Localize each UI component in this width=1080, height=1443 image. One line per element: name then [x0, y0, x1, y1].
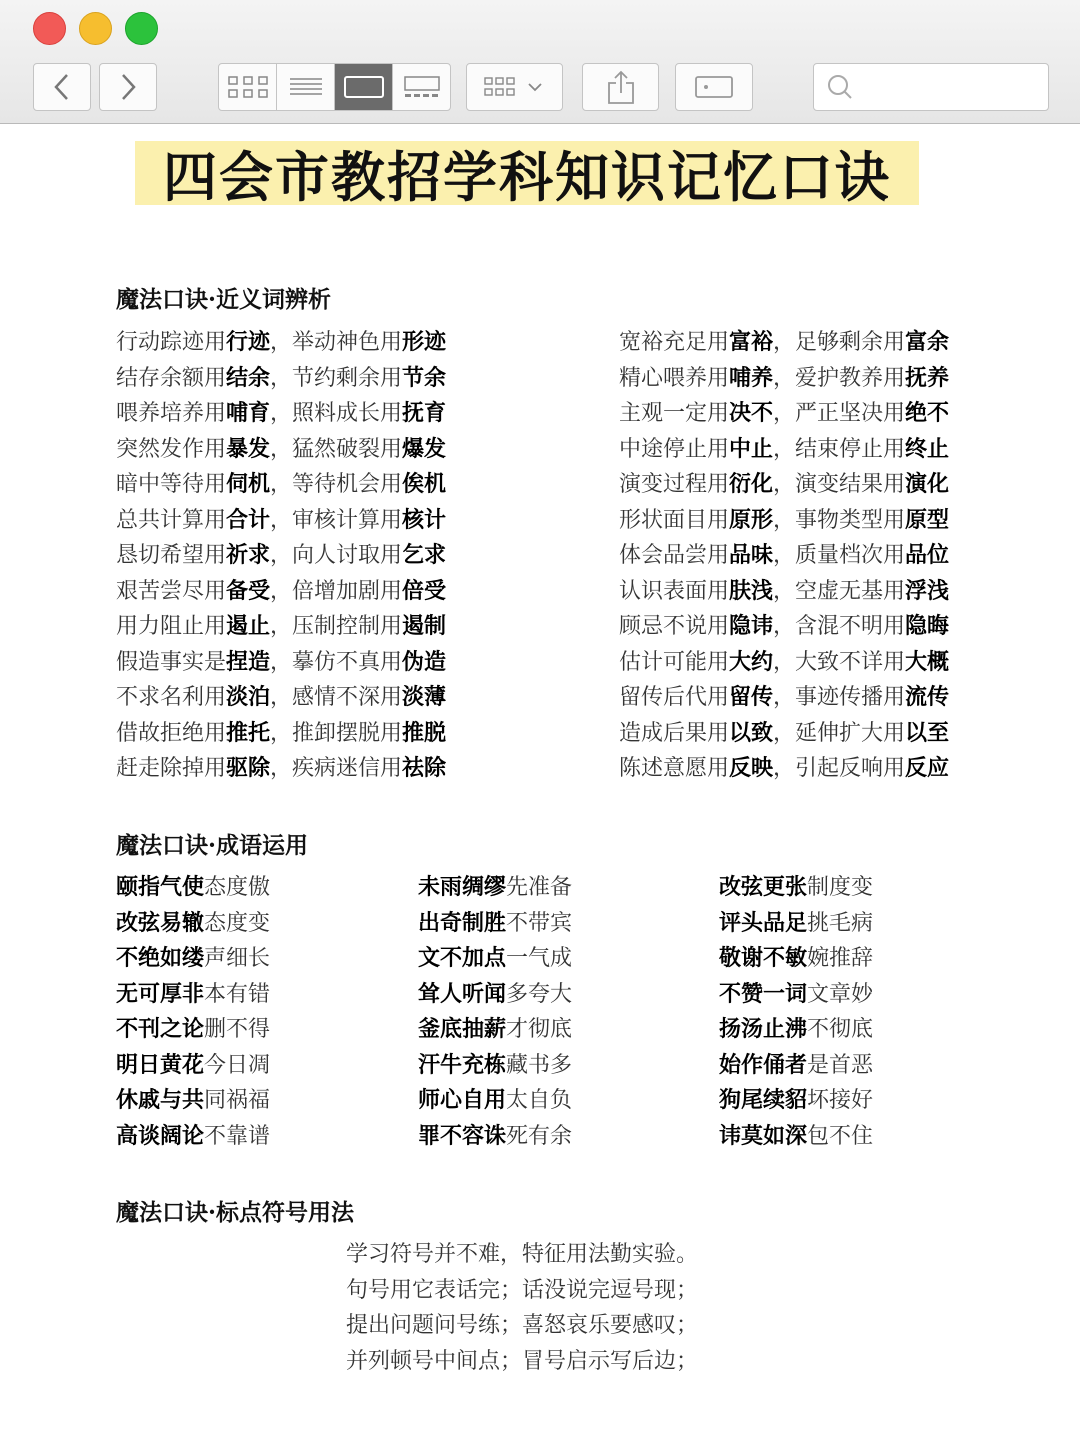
hint-text: 结存余额用	[116, 365, 227, 391]
synonym-row	[619, 434, 949, 465]
key-word: 绝不	[905, 400, 950, 426]
idiom: 改弦更张	[719, 874, 808, 900]
key-word: 遏制	[402, 613, 447, 639]
synonym-row	[116, 469, 446, 500]
idiom-row	[719, 943, 873, 974]
idiom-meaning: 文章妙	[807, 981, 874, 1007]
hint-text: 行动踪迹用	[116, 330, 227, 355]
tag-icon	[694, 74, 734, 100]
idiom: 讳莫如深	[719, 1122, 808, 1149]
idiom-meaning: 删不得	[204, 1017, 271, 1042]
grid-view-icon	[228, 75, 268, 99]
hint-text: ，爱护教养用	[773, 365, 906, 391]
hint-text: ，演变结果用	[773, 472, 906, 497]
hint-text: 体会品尝用	[619, 543, 730, 568]
key-word: 暴发	[226, 435, 271, 462]
idiom-row	[719, 1121, 873, 1152]
idiom-row	[116, 872, 270, 903]
idiom-row	[116, 1085, 270, 1116]
hint-text: 假造事实是	[116, 649, 227, 675]
key-word: 俟机	[402, 471, 447, 497]
key-word: 形迹	[402, 329, 447, 355]
idiom: 改弦易辙	[116, 909, 205, 936]
key-word: 祛除	[402, 755, 447, 781]
hint-text: ，引起反响用	[773, 756, 906, 781]
back-icon	[52, 72, 72, 102]
idiom-row	[418, 872, 572, 903]
idiom-meaning: 态度傲	[204, 875, 271, 900]
synonym-row	[116, 753, 446, 784]
hint-text: ，摹仿不真用	[270, 649, 403, 675]
window-toolbar	[0, 0, 1080, 124]
idiom-row	[418, 1014, 572, 1045]
key-word: 终止	[905, 435, 950, 462]
synonym-row	[116, 718, 446, 749]
idiom-row	[719, 1050, 873, 1081]
zoom-window-button[interactable]	[125, 12, 158, 45]
idiom-row	[418, 908, 572, 939]
key-word: 抚育	[402, 400, 447, 426]
hint-text: ，足够剩余用	[773, 330, 906, 355]
synonym-row	[619, 398, 949, 429]
hint-text: ，空虚无基用	[773, 578, 906, 604]
hint-text: ，感情不深用	[270, 685, 403, 710]
hint-text: ，推卸摆脱用	[270, 720, 403, 746]
hint-text: 总共计算用	[116, 507, 227, 533]
idiom-meaning: 不彻底	[807, 1017, 874, 1042]
hint-text: ，等待机会用	[270, 472, 403, 497]
synonym-row	[619, 505, 949, 536]
key-word: 品位	[905, 542, 950, 568]
idiom-meaning: 是首恶	[807, 1052, 874, 1078]
hint-text: ，向人讨取用	[270, 543, 403, 568]
key-word: 留传	[729, 684, 774, 710]
idiom-row	[116, 1121, 270, 1152]
hint-text: ，大致不详用	[773, 649, 906, 675]
idiom-row	[418, 943, 572, 974]
synonym-row	[619, 469, 949, 500]
key-word: 原型	[905, 506, 950, 533]
cover-flow-button[interactable]	[393, 64, 450, 110]
idiom-meaning: 藏书多	[506, 1052, 573, 1078]
hint-text: ，延伸扩大用	[773, 720, 906, 746]
section-heading-synonyms: 魔法口诀·近义词辨析	[116, 286, 332, 313]
key-word: 大约	[729, 648, 774, 675]
key-word: 推托	[226, 719, 271, 746]
idiom-row	[418, 1085, 572, 1116]
key-word: 富余	[905, 329, 950, 355]
hint-text: ，严正坚决用	[773, 401, 906, 426]
idiom-row	[418, 1050, 572, 1081]
key-word: 合计	[226, 506, 271, 533]
hint-text: 顾忌不说用	[619, 614, 730, 639]
key-word: 爆发	[402, 435, 447, 462]
tag-button[interactable]	[675, 63, 753, 111]
idiom-row	[116, 979, 270, 1010]
section-heading-idioms: 魔法口诀·成语运用	[116, 832, 309, 859]
key-word: 哺养	[729, 364, 774, 391]
key-word: 抚养	[905, 364, 950, 391]
idiom-row	[116, 1014, 270, 1045]
key-word: 原形	[729, 506, 774, 533]
idiom-row	[719, 872, 873, 903]
key-word: 中止	[729, 435, 774, 462]
key-word: 遏止	[226, 613, 271, 639]
key-word: 衍化	[729, 471, 774, 497]
idiom-meaning: 不带宾	[506, 910, 573, 936]
idiom-meaning: 婉推辞	[807, 946, 874, 971]
idiom-row	[719, 979, 873, 1010]
idiom-row	[719, 1085, 873, 1116]
icon-view-button[interactable]	[219, 64, 277, 110]
view-mode-switcher	[218, 63, 451, 111]
idiom-meaning: 不靠谱	[204, 1123, 271, 1149]
key-word: 乞求	[402, 542, 447, 568]
hint-text: 赶走除掉用	[116, 756, 227, 781]
synonym-row	[619, 718, 949, 749]
idiom-meaning: 坏接好	[807, 1088, 874, 1113]
hint-text: 用力阻止用	[116, 614, 227, 639]
hint-text: ，压制控制用	[270, 614, 403, 639]
synonym-row	[619, 363, 949, 394]
idiom-meaning: 态度变	[204, 910, 271, 936]
key-word: 行迹	[226, 329, 271, 355]
idiom-meaning: 同祸福	[204, 1088, 271, 1113]
idiom-meaning: 今日凋	[204, 1052, 271, 1078]
synonym-row	[116, 327, 446, 358]
hint-text: 借故拒绝用	[116, 720, 227, 746]
idiom: 师心自用	[418, 1087, 507, 1113]
idiom: 不绝如缕	[116, 945, 205, 971]
synonym-row	[619, 682, 949, 713]
share-button[interactable]	[582, 63, 659, 111]
idiom-meaning: 多夸大	[506, 981, 573, 1007]
hint-text: 暗中等待用	[116, 472, 227, 497]
share-icon	[606, 69, 636, 105]
idiom: 休戚与共	[116, 1087, 205, 1113]
search-input[interactable]	[813, 63, 1049, 111]
idiom: 颐指气使	[116, 874, 205, 900]
synonym-row	[619, 611, 949, 642]
hint-text: ，猛然破裂用	[270, 436, 403, 462]
idiom-meaning: 才彻底	[506, 1017, 573, 1042]
idiom: 罪不容诛	[418, 1122, 507, 1149]
hint-text: 造成后果用	[619, 720, 730, 746]
synonym-row	[116, 647, 446, 678]
hint-text: 艰苦尝尽用	[116, 578, 227, 604]
hint-text: 恳切希望用	[116, 543, 227, 568]
key-word: 伺机	[226, 471, 271, 497]
idiom: 无可厚非	[116, 980, 205, 1007]
rhyme-line: 并列顿号中间点；冒号启示写后边；	[346, 1348, 699, 1374]
key-word: 富裕	[729, 329, 774, 355]
idiom-meaning: 声细长	[204, 946, 271, 971]
hint-text: ，疾病迷信用	[270, 756, 403, 781]
idiom: 不刊之论	[116, 1016, 205, 1042]
idiom-row	[116, 1050, 270, 1081]
hint-text: ，含混不明用	[773, 614, 906, 639]
key-word: 祈求	[226, 542, 271, 568]
idiom: 釜底抽薪	[418, 1016, 507, 1042]
rhyme-line: 学习符号并不难，特征用法勤实验。	[346, 1242, 699, 1267]
hint-text: ，事迹传播用	[773, 685, 906, 710]
synonym-row	[116, 434, 446, 465]
key-word: 流传	[905, 684, 950, 710]
key-word: 演化	[905, 471, 950, 497]
rhyme-line: 提出问题问号练；喜怒哀乐要感叹；	[346, 1313, 699, 1338]
key-word: 浮浅	[905, 577, 950, 604]
idiom: 不赞一词	[719, 980, 808, 1007]
synonym-row	[619, 753, 949, 784]
section-heading-punctuation: 魔法口诀·标点符号用法	[116, 1199, 355, 1226]
idiom-meaning: 一气成	[506, 946, 573, 971]
hint-text: 精心喂养用	[619, 365, 730, 391]
gallery-view-button[interactable]	[335, 64, 393, 110]
idiom-meaning: 挑毛病	[807, 910, 874, 936]
hint-text: ，照料成长用	[270, 401, 403, 426]
key-word: 隐晦	[905, 613, 950, 639]
idiom-meaning: 制度变	[807, 875, 874, 900]
idiom-meaning: 太自负	[506, 1088, 573, 1113]
hint-text: ，倍增加剧用	[270, 578, 403, 604]
idiom-meaning: 本有错	[204, 981, 271, 1007]
key-word: 隐讳	[729, 613, 774, 639]
list-view-button[interactable]	[277, 64, 335, 110]
key-word: 淡薄	[402, 684, 447, 710]
hint-text: 喂养培养用	[116, 401, 227, 426]
key-word: 结余	[226, 364, 271, 391]
hint-text: ，事物类型用	[773, 507, 906, 533]
idiom: 文不加点	[418, 945, 507, 971]
key-word: 决不	[729, 400, 774, 426]
idiom-meaning: 先准备	[506, 875, 573, 900]
hint-text: 中途停止用	[619, 436, 730, 462]
hint-text: ，质量档次用	[773, 543, 906, 568]
idiom-meaning: 包不住	[807, 1123, 874, 1149]
idiom: 评头品足	[719, 909, 808, 936]
idiom-row	[418, 1121, 572, 1152]
idiom: 耸人听闻	[418, 980, 507, 1007]
idiom: 出奇制胜	[418, 909, 507, 936]
synonym-row	[116, 363, 446, 394]
hint-text: ，结束停止用	[773, 436, 906, 462]
forward-icon	[118, 72, 138, 102]
idiom-row	[719, 908, 873, 939]
idiom: 未雨绸缪	[418, 874, 507, 900]
synonym-row	[116, 540, 446, 571]
hint-text: 估计可能用	[619, 649, 730, 675]
key-word: 品味	[729, 542, 774, 568]
idiom: 明日黄花	[116, 1051, 205, 1078]
idiom-row	[116, 908, 270, 939]
hint-text: ，举动神色用	[270, 330, 403, 355]
hint-text: 突然发作用	[116, 436, 227, 462]
gallery-view-icon	[344, 75, 384, 99]
hint-text: 不求名利用	[116, 685, 227, 710]
key-word: 倍受	[402, 577, 447, 604]
key-word: 哺育	[226, 400, 271, 426]
key-word: 节余	[402, 364, 447, 391]
key-word: 捏造	[226, 648, 271, 675]
key-word: 反应	[905, 755, 950, 781]
page-title: 四会市教招学科知识记忆口诀	[135, 141, 919, 205]
forward-button[interactable]	[99, 63, 157, 111]
key-word: 驱除	[226, 755, 271, 781]
synonym-row	[619, 540, 949, 571]
cover-flow-icon	[402, 75, 442, 99]
synonym-row	[116, 398, 446, 429]
idiom: 扬汤止沸	[719, 1016, 808, 1042]
key-word: 肤浅	[729, 577, 774, 604]
key-word: 反映	[729, 755, 774, 781]
hint-text: 形状面目用	[619, 507, 730, 533]
list-view-icon	[289, 76, 323, 98]
idiom: 汗牛充栋	[418, 1051, 507, 1078]
key-word: 备受	[226, 577, 271, 604]
rhyme-line: 句号用它表话完；话没说完逗号现；	[346, 1277, 699, 1303]
hint-text: 宽裕充足用	[619, 330, 730, 355]
idiom-row	[418, 979, 572, 1010]
synonym-row	[619, 576, 949, 607]
close-window-button[interactable]	[33, 12, 66, 45]
idiom: 狗尾续貂	[719, 1087, 808, 1113]
synonym-row	[116, 682, 446, 713]
key-word: 推脱	[402, 719, 447, 746]
hint-text: ，节约剩余用	[270, 365, 403, 391]
key-word: 淡泊	[226, 684, 271, 710]
hint-text: 陈述意愿用	[619, 756, 730, 781]
search-icon	[826, 73, 854, 101]
synonym-row	[116, 576, 446, 607]
synonym-row	[619, 327, 949, 358]
hint-text: 留传后代用	[619, 685, 730, 710]
idiom: 始作俑者	[719, 1051, 808, 1078]
idiom: 敬谢不敏	[719, 945, 808, 971]
minimize-window-button[interactable]	[79, 12, 112, 45]
arrange-button[interactable]	[466, 63, 563, 111]
hint-text: 演变过程用	[619, 472, 730, 497]
synonym-row	[116, 611, 446, 642]
idiom-row	[719, 1014, 873, 1045]
key-word: 伪造	[402, 648, 447, 675]
back-button[interactable]	[33, 63, 91, 111]
synonym-row	[116, 505, 446, 536]
hint-text: 认识表面用	[619, 578, 730, 604]
key-word: 以至	[905, 719, 950, 746]
hint-text: 主观一定用	[619, 401, 730, 426]
hint-text: ，审核计算用	[270, 507, 403, 533]
idiom-row	[116, 943, 270, 974]
key-word: 大概	[905, 648, 950, 675]
idiom: 高谈阔论	[116, 1122, 205, 1149]
key-word: 以致	[729, 719, 774, 746]
synonym-row	[619, 647, 949, 678]
arrange-icon	[483, 75, 547, 99]
idiom-meaning: 死有余	[506, 1123, 573, 1149]
key-word: 核计	[402, 506, 447, 533]
